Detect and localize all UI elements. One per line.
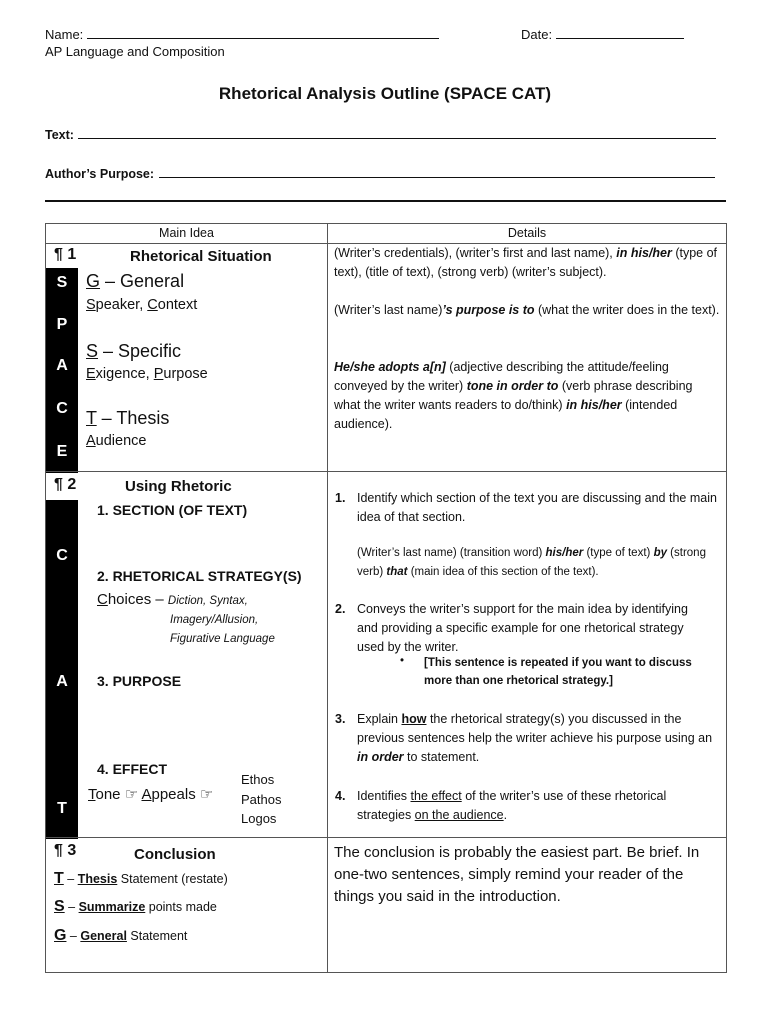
choices-imagery: Imagery/Allusion, [170,614,259,626]
p1-details-cell [327,243,727,472]
page-title: Rhetorical Analysis Outline (SPACE CAT) [218,84,552,103]
p2-main-cell [45,471,328,838]
specific-heading: S – Specific [86,341,182,361]
letter-c: C [56,400,68,417]
p3-general: G – General Statement [54,927,188,944]
d2-text: Conveys the writer’s support for the main idea by identifying and providing a specific example for one rhetorical strategy used by the writer. [357,602,688,654]
d4-text: Identifies the effect of the writer’s use of these rhetorical strategies on the audience. [357,789,667,822]
item-strategy: 2. RHETORICAL STRATEGY(S) [97,568,302,584]
p2-heading: Using Rhetoric [125,478,232,495]
main-idea-header-cell [45,223,328,244]
divider-rule [45,200,726,202]
p1-detail-purpose: (Writer’s last name)’s purpose is to (what the writer does in the text). [334,303,720,317]
details-header-cell [327,223,727,244]
date-label: Date: [521,27,553,42]
d2-note: [This sentence is repeated if you want to discuss more than one rhetorical strategy.] [424,657,692,687]
d3-num: 3. [335,712,346,726]
date-blank[interactable] [556,26,684,39]
tone-appeals: Tone ☞ Appeals ☞ [88,786,214,803]
purpose-label: Author’s Purpose: [45,167,155,181]
text-label: Text: [45,128,74,142]
letter-p: P [56,316,68,333]
letter-a2: A [56,673,68,690]
appeal-pathos: Pathos [241,791,282,807]
space-acronym-bar [46,268,78,473]
p1-detail-intro: (Writer’s credentials), (writer’s first and last name), in his/her (type of text), (title of text), (strong verb) (writer’s subject). [334,246,718,279]
audience: Audience [86,433,147,449]
choices-line: Choices – Diction, Syntax, [97,591,248,608]
speaker-context: Speaker, Context [86,297,198,313]
d4-num: 4. [335,789,346,803]
thesis-heading: T – Thesis [86,408,170,428]
d2-num: 2. [335,602,346,616]
main-idea-header: Main Idea [159,226,214,240]
p3-summarize: S – Summarize points made [54,898,217,915]
letter-t2: T [57,800,67,817]
letter-c2: C [56,547,68,564]
name-field [45,26,439,42]
d3-text: Explain how the rhetorical strategy(s) you discussed in the previous sentences help the writer achieve his purpose using an in order to statement. [357,712,713,764]
p1-marker: ¶ 1 [54,246,77,263]
d1-num: 1. [335,491,346,505]
letter-a: A [56,357,68,374]
p3-heading: Conclusion [134,846,216,863]
name-label: Name: [45,27,84,42]
details-header: Details [507,226,547,240]
purpose-field [45,165,715,183]
p2-marker: ¶ 2 [54,476,77,493]
item-section: 1. SECTION (OF TEXT) [97,502,248,518]
letter-s: S [56,274,68,291]
appeals-list [241,770,281,829]
d2-bullet: • [400,655,405,667]
p3-details: The conclusion is probably the easiest part. Be brief. In one-two sentences, simply remind your reader of the things you said in the introduction. [334,844,700,905]
p1-main-cell [45,243,328,472]
cat-acronym-bar [46,500,78,839]
purpose-blank[interactable] [159,165,715,178]
d1-sentence-frame: (Writer’s last name) (transition word) his/her (type of text) by (strong verb) that (main idea of this section of the text). [357,547,706,578]
course-name: AP Language and Composition [45,44,225,59]
exigence-purpose: Exigence, Purpose [86,366,208,382]
item-effect: 4. EFFECT [97,761,168,777]
d1-text: Identify which section of the text you are discussing and the main idea of that section. [357,491,717,524]
p3-main-cell [45,837,328,973]
appeal-ethos: Ethos [241,772,275,787]
letter-e: E [56,443,68,460]
date-field [521,26,684,42]
p3-marker: ¶ 3 [54,842,77,859]
general-heading: G – General [86,271,185,291]
choices-figurative: Figurative Language [170,633,275,645]
p1-heading: Rhetorical Situation [130,248,272,265]
name-blank[interactable] [87,26,439,39]
p2-details-cell [327,471,727,838]
item-purpose: 3. PURPOSE [97,673,182,689]
p1-detail-tone: He/she adopts a[n] (adjective describing the attitude/feeling conveyed by the writer) tone in order to (verb phrase describing what the writer wants readers to do/think) in his/her (intended audience). [334,360,693,431]
p3-details-cell [327,837,727,973]
appeal-logos: Logos [241,811,277,826]
text-blank[interactable] [78,126,716,139]
p3-thesis: T – Thesis Statement (restate) [54,870,228,887]
outline-table [45,223,727,973]
text-field [45,126,716,144]
